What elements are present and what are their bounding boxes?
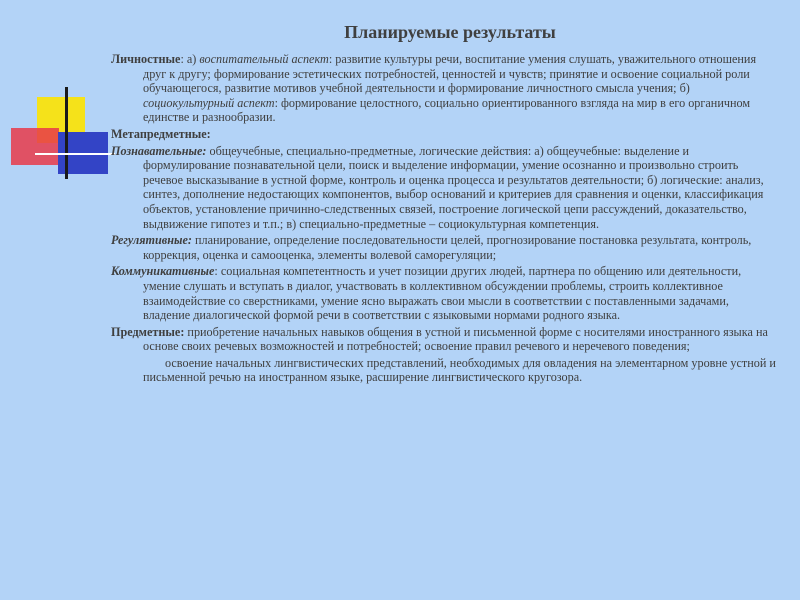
communicative-text: : социальная компетентность и учет позиции других людей, партнера по общению или деятельности, умение слушать и вступать в диалог, участвовать в коллективном обсуждении проблемы, строить коллективное взаимодействие со сверстниками, умение ясно выражать свои мысли в соответствии с поставленными задачами, владение диалогической формой речи в соответствии с языковыми нормами родного языка. — [143, 264, 742, 323]
personal-results — [111, 52, 779, 125]
personal-a-aspect: воспитательный аспект — [199, 52, 329, 66]
slide-content — [111, 52, 779, 385]
personal-b-aspect: социокультурный аспект — [143, 95, 275, 110]
regulatory-results — [111, 233, 779, 262]
communicative-label: Коммуникативные — [111, 264, 215, 279]
regulatory-text: планирование, определение последовательности целей, прогнозирование постановка результата, контроль, коррекция, оценка и самооценка, элементы волевой саморегуляции; — [143, 233, 752, 262]
personal-a-text: : развитие культуры речи, воспитание умения слушать, уважительного отношения друг к другу; формирование эстетических потребностей, ценностей и чувств; принятие и освоение социальной роли обучающегося, развитие мотивов учебной деятельности и формирование личностного смысла учения; б) — [143, 52, 757, 96]
subject-label: Предметные: — [111, 324, 185, 339]
decor-red-square — [11, 128, 59, 165]
meta-results — [111, 127, 779, 142]
regulatory-label: Регулятивные: — [111, 233, 192, 248]
slide-title: Планируемые результаты — [344, 22, 556, 42]
personal-b-text: : формирование целостного, социально ориентированного взгляда на мир в его органичном единстве и разнообразии. — [143, 95, 751, 125]
decor-horizontal-line — [35, 153, 115, 155]
subject-results-continued: освоение начальных лингвистических представлений, необходимых для овладения на элементарном уровне устной и письменной речью на иностранном языке, расширение лингвистического кругозора. — [143, 355, 776, 385]
personal-a-prefix: : а) — [180, 52, 200, 66]
meta-label: Метапредметные: — [111, 126, 211, 141]
cognitive-results — [111, 144, 779, 232]
communicative-results — [111, 264, 779, 322]
cognitive-text: общеучебные, специально-предметные, логические действия: а) общеучебные: выделение и формулирование познавательной цели, поиск и выделение информации, умение осознанно и произвольно строить речевое высказывание в устной форме, контроль и оценка процесса и результатов деятельности; б) логические: анализ, синтез, дополнение недостающих компонентов, выбор оснований и критериев для сравнения и оценки, классификация объектов, установление причинно-следственных связей, построение логической цепи рассуждений, доказательство, выдвижение гипотез и т.п.; в) специально-предметные – социокультурная компетенция. — [143, 143, 764, 231]
subject-text: приобретение начальных навыков общения в устной и письменной форме с носителями иностранного языка на основе своих речевых возможностей и потребностей; освоение правил речевого и неречевого поведения; — [143, 324, 768, 354]
personal-label: Личностные — [111, 52, 181, 66]
cognitive-label: Познавательные: — [111, 143, 207, 158]
subject-results — [111, 325, 779, 354]
decor-vertical-line — [65, 87, 68, 179]
